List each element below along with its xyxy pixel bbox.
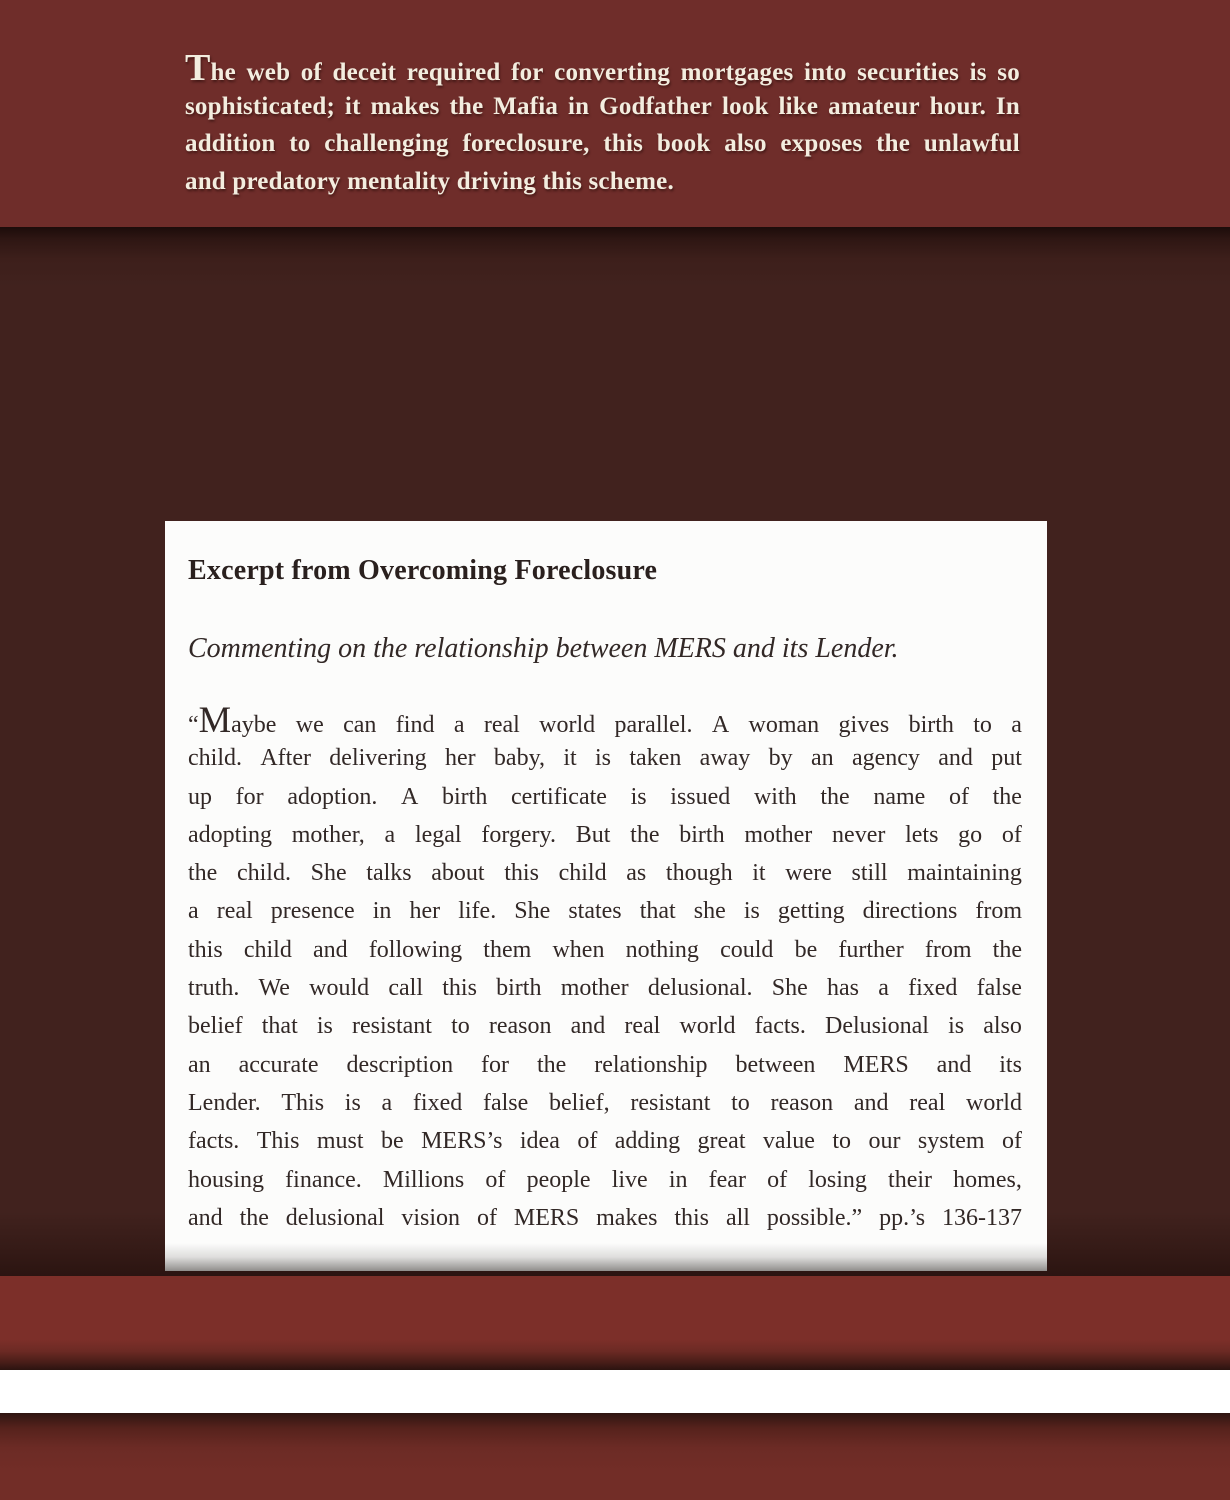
word: Lender. [188,1089,261,1116]
word: in [668,1166,688,1193]
word: the [820,783,850,810]
banner-line: and predatory mentality driving this scheme. [185,167,674,195]
paragraph-line [188,778,1022,816]
word: The [185,47,236,89]
word: amateur [828,92,920,120]
word: a [384,821,396,848]
word: maintaining [907,860,1022,887]
word: a [1011,712,1022,738]
word: adopting [188,821,272,848]
word: it [344,92,361,120]
word: legal [414,821,462,848]
word: find [395,712,435,738]
word: Mafia [493,92,559,120]
word: facts. [754,1013,806,1040]
word: child [558,860,607,887]
word: can [343,712,377,738]
word: as [626,860,647,887]
footer-maroon-band [0,1276,1230,1370]
word: from [924,936,972,963]
word: also [983,1013,1022,1040]
word: She [310,860,347,887]
word: world [679,1013,736,1040]
word: real [216,898,253,925]
word: delusional. [647,975,753,1002]
word: foreclosure, [462,130,590,157]
word: like [778,92,819,120]
word: birth [496,975,542,1002]
word: delivering [329,745,427,772]
banner-line [185,125,1020,163]
word: live [611,1166,648,1193]
quote-banner [0,0,1230,227]
word: mother [560,975,629,1002]
word: and [853,1089,889,1116]
word: could [720,936,774,963]
word: resistant [351,1013,432,1040]
paragraph-line [188,931,1022,969]
word: world [965,1089,1022,1116]
word: Godfather [599,92,713,120]
word: call [388,975,424,1002]
word: belief [188,1013,243,1040]
word: with [753,783,797,810]
word: is [743,898,760,925]
word: would [309,975,370,1002]
word: them [483,936,532,963]
word: people [526,1166,591,1193]
word: the [536,1051,567,1078]
word: great [697,1128,746,1155]
word: forgery. [481,821,556,848]
word: of [577,1128,598,1155]
word: In [995,92,1020,120]
word: truth. [188,975,240,1002]
word: this [442,975,477,1002]
word: to [973,712,992,738]
word: up [188,783,212,810]
word: our [868,1128,901,1155]
word: lets [905,821,939,848]
word: this [674,1204,710,1231]
word: addition [185,130,276,157]
word: into [804,59,847,86]
word: gives [838,712,890,738]
word: and [936,1051,972,1078]
word: parallel. [614,712,693,738]
word: to [451,1013,470,1040]
word: when [552,936,605,963]
word: of [1002,1128,1022,1155]
word: web [246,59,291,86]
paragraph-line [188,1161,1022,1199]
excerpt-paragraph [188,701,1022,1237]
word: directions [862,898,958,925]
word: fixed [412,1089,463,1116]
word: that [261,1013,298,1040]
paragraph-line [188,1084,1022,1122]
paragraph-line [188,1046,1022,1084]
word: is [948,1013,965,1040]
word: MERS’s [421,1128,503,1155]
word: an [188,1051,211,1078]
excerpt-heading: Excerpt from Overcoming Foreclosure [188,555,658,586]
paragraph-line [188,854,1022,892]
word: real [624,1013,661,1040]
word: an [810,745,834,772]
word: false [976,975,1022,1002]
word: child. [236,860,291,887]
word: it [563,745,577,772]
word: presence [270,898,355,925]
word: MERS [843,1051,909,1078]
word: to [832,1128,852,1155]
word: is [969,59,987,86]
word: agency [851,745,920,772]
word: resistant [630,1089,711,1116]
word: possible.” [766,1204,863,1231]
word: the [239,1204,269,1231]
word: birth [679,821,725,848]
word: so [997,59,1020,86]
word: book [656,130,711,157]
word: by [768,745,793,772]
paragraph-line [188,701,1022,739]
word: their [888,1166,933,1193]
word: real [483,712,520,738]
word: After [260,745,311,772]
word: is [630,783,647,810]
word: securities [857,59,960,86]
word: and [938,745,973,772]
word: a [188,898,199,925]
word: This [256,1128,300,1155]
word: nothing [625,936,699,963]
word: world [539,712,596,738]
word: and [570,1013,606,1040]
word: its [999,1051,1022,1078]
word: sophisticated; [185,92,336,120]
word: delusional [285,1204,385,1231]
word: from [975,898,1022,925]
word: belief, [549,1089,610,1116]
word: child [243,936,292,963]
word: the [188,860,218,887]
word: this [188,936,223,963]
word: adding [614,1128,681,1155]
word: the [630,821,660,848]
word: her [409,898,441,925]
word: certificate [511,783,607,810]
word: in [372,898,392,925]
drop-cap: T [185,47,211,89]
word: that [639,898,676,925]
word: to [289,130,311,157]
word: of [1001,821,1022,848]
paragraph-line [188,1199,1022,1237]
word: a [453,712,465,738]
word: is [316,1013,333,1040]
footer-white-strip [0,1370,1230,1413]
word: talks [366,860,412,887]
footer-bottom-band [0,1413,1230,1500]
word: also [724,130,767,157]
word: put [991,745,1022,772]
word: idea [519,1128,560,1155]
word: still [851,860,888,887]
excerpt-subheading: Commenting on the relationship between MERS and its Lender. [188,633,899,664]
word: She [514,898,551,925]
word: her [444,745,476,772]
word: “Maybe [188,699,277,740]
word: reason [488,1013,552,1040]
word: of [300,59,322,86]
word: vision [401,1204,461,1231]
word: mother, [291,821,365,848]
word: woman [748,712,820,738]
word: unlawful [923,130,1020,157]
word: A [401,783,419,810]
word: life. [458,898,497,925]
word: value [762,1128,815,1155]
word: for [235,783,264,810]
word: deceit [332,59,397,86]
word: go [958,821,983,848]
word: the [449,92,484,120]
word: this [504,860,539,887]
word: in [568,92,590,120]
word: of [767,1166,788,1193]
word: hour. [929,92,987,120]
word: she [693,898,726,925]
word: This [281,1089,325,1116]
word: reason [770,1089,834,1116]
word: were [785,860,832,887]
word: for [481,1051,510,1078]
word: But [575,821,611,848]
word: though [665,860,733,887]
word: to [731,1089,750,1116]
word: makes [596,1204,658,1231]
word: birth [442,783,488,810]
word: Delusional [824,1013,929,1040]
word: the [876,130,911,157]
word: mortgages [680,59,794,86]
paragraph-line [188,892,1022,930]
word: and [188,1204,223,1231]
paragraph-line [188,969,1022,1007]
word: issued [670,783,731,810]
word: child. [188,745,242,772]
word: system [917,1128,985,1155]
word: has [826,975,859,1002]
word: fear [708,1166,746,1193]
word: following [368,936,463,963]
word: challenging [324,130,449,157]
banner-line [185,47,1020,89]
word: away [699,745,751,772]
word: false [482,1089,529,1116]
word: A [711,712,730,738]
word: further [838,936,904,963]
word: of [476,1204,497,1231]
paragraph-line [188,1007,1022,1045]
word: We [258,975,290,1002]
word: the [992,783,1022,810]
word: this [603,130,644,157]
word: be [380,1128,404,1155]
word: for [511,59,544,86]
quote-banner-text [185,47,1020,200]
word: description [346,1051,454,1078]
word: mother [744,821,813,848]
word: makes [370,92,440,120]
paragraph-line [188,739,1022,777]
word: a [381,1089,393,1116]
word: baby, [493,745,546,772]
word: states [568,898,622,925]
word: Millions [382,1166,465,1193]
word: getting [777,898,845,925]
word: a [878,975,889,1002]
word: housing [188,1166,265,1193]
word: required [406,59,501,86]
word: relationship [594,1051,708,1078]
word: must [316,1128,364,1155]
word: about [431,860,485,887]
word: be [794,936,818,963]
word: losing [808,1166,867,1193]
banner-line [185,88,1020,126]
word: of [485,1166,506,1193]
word: name [873,783,926,810]
word: taken [629,745,682,772]
word: finance. [285,1166,362,1193]
paragraph-line [188,816,1022,854]
word: homes, [953,1166,1022,1193]
word: exposes [780,130,863,157]
word: it [752,860,766,887]
paragraph-line [188,1122,1022,1160]
word: is [595,745,612,772]
word: birth [908,712,954,738]
excerpt-card [165,521,1047,1271]
word: facts. [188,1128,240,1155]
word: real [909,1089,946,1116]
word: pp.’s [879,1204,926,1231]
drop-cap: M [198,699,232,740]
word: and [313,936,348,963]
word: we [295,712,324,738]
word: never [832,821,886,848]
word: adoption. [287,783,378,810]
word: fixed [908,975,958,1002]
word: between [735,1051,816,1078]
word: She [771,975,808,1002]
word: MERS [513,1204,580,1231]
word: 136-137 [942,1204,1022,1231]
word: look [721,92,769,120]
word: of [948,783,969,810]
word: the [992,936,1022,963]
word: converting [554,59,671,86]
word: all [725,1204,750,1231]
word: accurate [238,1051,319,1078]
word: is [344,1089,361,1116]
